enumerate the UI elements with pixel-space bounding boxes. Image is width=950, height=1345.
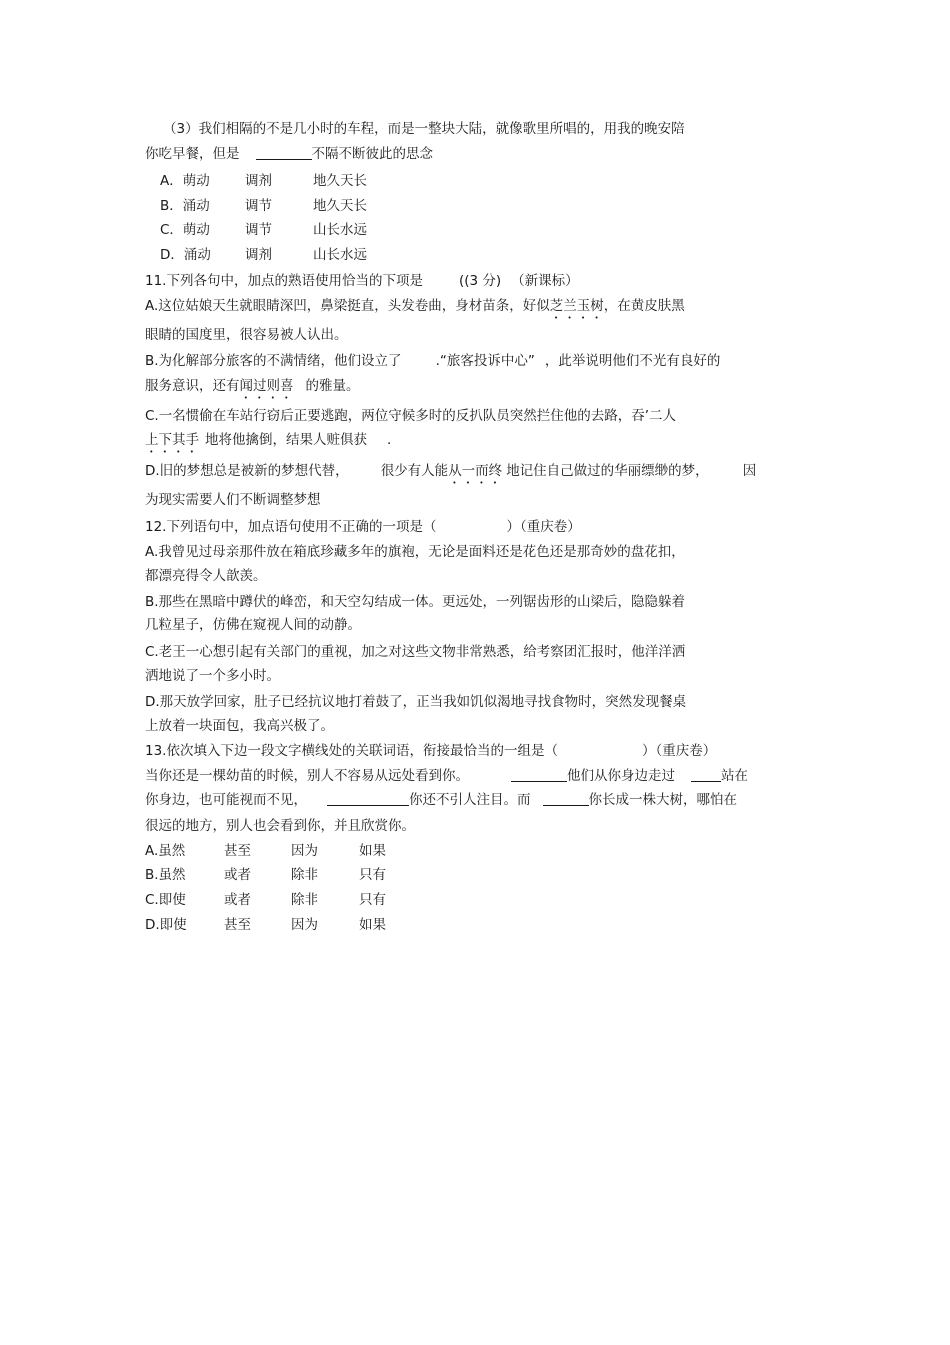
q13-p2-tail: 你长成一株大树，哪怕在	[588, 792, 737, 808]
q11-d-text: D.旧的梦想总是被新的梦想代替，	[145, 463, 349, 479]
q13-option-a-2: 甚至	[224, 843, 251, 859]
q13-p2-text: 你身边，也可能视而不见，	[145, 792, 307, 808]
q12-option-b-line-1[interactable]: B.那些在黑暗中蹲伏的峰峦，和天空勾结成一体。更远处，一列锯齿形的山梁后，隐隐躲着	[145, 594, 686, 610]
q13-blank-1[interactable]	[511, 767, 567, 782]
q13-passage-line-3: 很远的地方，别人也会看到你，并且欣赏你。	[145, 818, 415, 834]
q13-p2-mid: 你还不引人注目。而	[409, 792, 531, 808]
q12-stem-text: 12.下列语句中，加点语句使用不正确的一项是（	[145, 519, 437, 535]
q13-option-c-1: C.即使	[145, 892, 186, 908]
q11-a-text: A.这位姑娘天生就眼睛深凹，鼻梁挺直，头发卷曲，身材苗条，好似	[145, 298, 550, 314]
q11-option-d-line-1[interactable]	[145, 462, 756, 487]
q11-b2-text: 服务意识，还有	[145, 378, 240, 394]
q13-passage-line-1	[145, 767, 748, 785]
q11-d-wrap: 因	[742, 463, 757, 479]
q11-stem	[145, 272, 579, 290]
q11-b-idiom: 闻过则喜	[239, 378, 294, 394]
q10-option-b-2: 调节	[245, 198, 272, 214]
q10-option-a-3: 地久天长	[313, 173, 367, 189]
q10-option-a-1: A．萌动	[160, 173, 210, 189]
q12-option-c-line-1[interactable]: C.老王一心想引起有关部门的重视，加之对这些文物非常熟悉，给考察团汇报时，他洋洋洒	[145, 644, 686, 660]
q12-option-d-line-2: 上放着一块面包，我高兴极了。	[145, 718, 334, 734]
q13-option-a-3: 因为	[291, 843, 318, 859]
q11-option-b-line-2	[145, 377, 360, 402]
q11-source: （新课标）	[511, 273, 579, 289]
q11-option-d-line-2: 为现实需要人们不断调整梦想	[145, 492, 321, 508]
q11-d-idiom: 从一而终	[448, 463, 503, 479]
q11-c-idiom: 上下其手	[145, 432, 199, 448]
q10-line-2-tail: 不隔不断彼此的思念	[311, 146, 433, 162]
q11-d-tail: 地记住自己做过的华丽缥缈的梦，	[506, 463, 709, 479]
q13-option-d-1: D.即使	[145, 917, 187, 933]
q13-passage-line-2	[145, 791, 737, 809]
q10-option-c-2: 调节	[245, 222, 272, 238]
q11-option-a-line-2: 眼睛的国度里，很容易被人认出。	[145, 327, 348, 343]
q13-option-c-4: 只有	[359, 892, 386, 908]
q11-stem-text: 11.下列各句中，加点的熟语使用恰当的下项是	[145, 273, 423, 289]
q13-option-a-1: A.虽然	[145, 843, 186, 859]
q12-option-b-line-2: 几粒星子，仿佛在窥视人间的动静。	[145, 617, 361, 633]
q10-option-c-1: C．萌动	[160, 222, 210, 238]
q11-b-quote: .“旅客投诉中心”	[435, 353, 535, 369]
q11-a-idiom: 芝兰玉树	[549, 298, 604, 314]
q13-option-b-4: 只有	[359, 867, 386, 883]
q13-stem-text: 13.依次填入下边一段文字横线处的关联词语，衔接最恰当的一组是（	[145, 743, 558, 759]
q13-p1-tail: 站在	[721, 768, 748, 784]
q12-option-a-line-1[interactable]: A.我曾见过母亲那件放在箱底珍藏多年的旗袍，无论是面料还是花色还是那奇妙的盘花扣，	[145, 544, 685, 560]
q11-b-tail: ，此举说明他们不光有良好的	[544, 353, 721, 369]
q10-line-2-text: 你吃早餐，但是	[145, 146, 240, 162]
q11-option-a-line-1[interactable]	[145, 297, 685, 322]
q13-blank-3[interactable]	[327, 791, 409, 806]
q12-stem	[145, 518, 581, 536]
q11-option-b-line-1[interactable]	[145, 352, 720, 370]
q13-stem-tail: ）（重庆卷）	[641, 743, 717, 759]
q10-option-b-3: 地久天长	[313, 198, 367, 214]
q13-blank-4[interactable]	[543, 791, 589, 806]
q11-c2-period: .	[387, 432, 392, 448]
q13-blank-2[interactable]	[691, 767, 721, 782]
q13-option-d-2: 甚至	[224, 917, 251, 933]
q13-option-c-3: 除非	[291, 892, 318, 908]
q10-line-2	[145, 145, 433, 163]
q13-p1-text: 当你还是一棵幼苗的时候，别人不容易从远处看到你。	[145, 768, 469, 784]
q13-option-a-4: 如果	[359, 843, 386, 859]
q10-option-d-2: 调剂	[245, 247, 272, 263]
q11-c2-text: 地将他擒倒，结果人赃俱获	[205, 432, 367, 448]
q10-option-c-3: 山长水远	[313, 222, 367, 238]
q13-option-b-2: 或者	[224, 867, 251, 883]
q13-stem	[145, 742, 716, 760]
q11-d-text-2: 很少有人能	[380, 463, 449, 479]
q10-blank[interactable]	[256, 145, 312, 160]
q13-option-b-3: 除非	[291, 867, 318, 883]
q11-option-c-line-1[interactable]: C.一名惯偷在车站行窃后正要逃跑，两位守候多时的反扒队员突然拦住他的去路，吞’二人	[145, 408, 677, 424]
q10-option-d-1: D．涌动	[160, 247, 211, 263]
q10-line-1: （3）我们相隔的不是几小时的车程，而是一整块大陆，就像歌里所唱的，用我的晚安陪	[163, 121, 685, 137]
q12-option-c-line-2: 洒地说了一个多小时。	[145, 668, 280, 684]
q11-a-tail: ，在黄皮肤黑	[603, 298, 685, 314]
q12-stem-tail: ）（重庆卷）	[506, 519, 581, 535]
q11-option-c-line-2	[145, 431, 391, 456]
q10-option-b-1: B．涌动	[160, 198, 210, 214]
q12-option-a-line-2: 都漂亮得令人歆羡。	[145, 568, 267, 584]
q10-option-d-3: 山长水远	[313, 247, 367, 263]
q11-b-text: B.为化解部分旅客的不满情绪，他们设立了	[145, 353, 402, 369]
q13-p1-mid: 他们从你身边走过	[567, 768, 675, 784]
q13-option-b-1: B.虽然	[145, 867, 186, 883]
q11-b2-tail: 的雅量。	[305, 378, 360, 394]
q10-option-a-2: 调剂	[245, 173, 272, 189]
q13-option-d-4: 如果	[359, 917, 386, 933]
q13-option-c-2: 或者	[224, 892, 251, 908]
q11-score: ((3 分)	[458, 273, 502, 289]
q12-option-d-line-1[interactable]: D.那天放学回家，肚子已经抗议地打着鼓了，正当我如饥似渴地寻找食物时，突然发现餐桌	[145, 694, 687, 710]
q13-option-d-3: 因为	[291, 917, 318, 933]
